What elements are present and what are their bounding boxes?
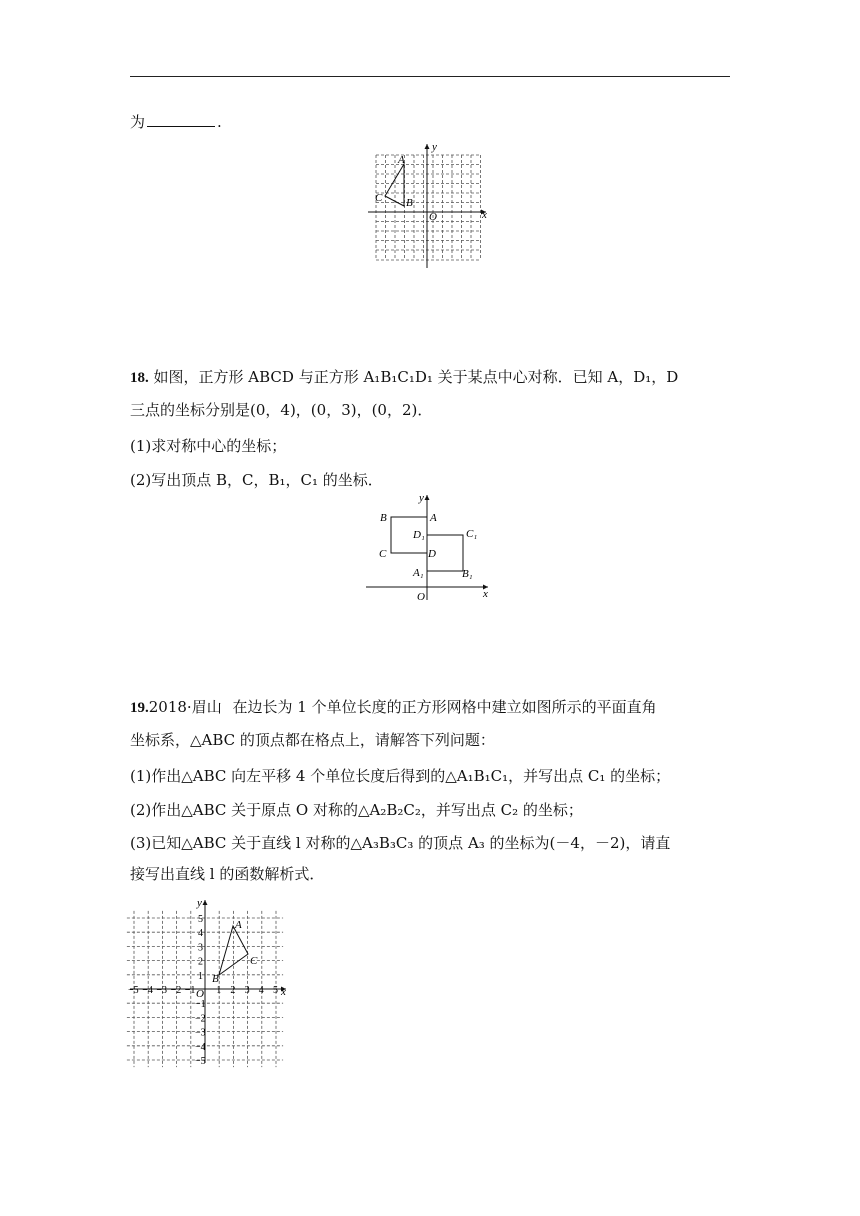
q19-label-y: y <box>197 897 202 909</box>
q19-line1 <box>130 697 657 718</box>
q19-label-a: A <box>235 919 242 931</box>
q17-label-c: C <box>375 192 383 204</box>
q19-x-tick-label: 3 <box>244 985 250 996</box>
q19-part-3: (3)已知△ABC 关于直线 l 对称的△A₃B₃C₃ 的顶点 A₃ 的坐标为(－4，－2)，请直 <box>130 834 671 852</box>
q19-part-2: (2)作出△ABC 关于原点 O 对称的△A₂B₂C₂，并写出点 C₂ 的坐标； <box>130 801 583 819</box>
q18-label-x: x <box>483 588 488 600</box>
q19-x-tick-label: 4 <box>258 985 264 996</box>
q19-y-tick-label: 3 <box>198 942 203 954</box>
q19-label-c: C <box>250 955 258 967</box>
q18-line1 <box>130 367 678 388</box>
q18-label-b1: B₁ <box>462 568 473 580</box>
q19-number: 19. <box>130 700 149 716</box>
q19-x-tick-label: −1 <box>184 985 196 996</box>
q19-y-tick-label: 2 <box>198 956 203 968</box>
q18-label-b: B <box>380 512 387 524</box>
q19-x-tick-label: −5 <box>128 985 139 996</box>
q19-label-o: O <box>196 988 204 1000</box>
q19-y-tick-label: 4 <box>198 928 203 940</box>
q18-label-o: O <box>417 591 425 603</box>
q18-number: 18. <box>130 370 149 386</box>
q19-part-1: (1)作出△ABC 向左平移 4 个单位长度后得到的△A₁B₁C₁，并写出点 C₁ 的坐标； <box>130 767 671 785</box>
q18-label-c: C <box>379 548 387 560</box>
q19-y-tick-label: −2 <box>195 1013 206 1025</box>
q19-x-tick-label: 1 <box>216 985 222 996</box>
q18-label-a: A <box>430 512 437 524</box>
header-rule <box>130 76 730 77</box>
q17-label-x: x <box>482 209 487 221</box>
q19-y-tick-label: −5 <box>195 1056 206 1067</box>
q19-y-tick-label: −4 <box>195 1041 206 1053</box>
q18-label-d1: D₁ <box>413 529 425 541</box>
q17-figure <box>368 140 498 270</box>
q17-answer-blank[interactable] <box>147 112 215 127</box>
q19-label-x: x <box>281 986 286 998</box>
q17-label-y: y <box>432 141 437 153</box>
q17-label-o: O <box>429 211 437 223</box>
q18-label-c1: C₁ <box>466 528 478 540</box>
q18-part-2: (2)写出顶点 B，C，B₁，C₁ 的坐标． <box>130 471 383 489</box>
q19-x-tick-label: 5 <box>273 985 278 996</box>
q18-label-a1: A₁ <box>413 567 424 579</box>
q17-suffix: . <box>217 113 222 131</box>
q19-y-tick-label: −1 <box>195 999 206 1011</box>
q19-y-tick-label: −3 <box>195 1027 206 1039</box>
q17-triangle-abc <box>385 164 404 206</box>
q19-text-1: 在边长为 1 个单位长度的正方形网格中建立如图所示的平面直角 <box>232 698 657 716</box>
q19-x-tick-label: −4 <box>142 985 153 996</box>
q17-label-b: B <box>406 197 413 209</box>
q19-label-b: B <box>212 973 219 985</box>
q18-text-1: 如图，正方形 ABCD 与正方形 A₁B₁C₁D₁ 关于某点中心对称．已知 A，D₁，D <box>153 368 679 386</box>
q19-y-tick-label: 5 <box>198 914 203 925</box>
q19-y-tick-label: 1 <box>198 970 203 982</box>
q17-answer-line <box>130 112 222 132</box>
q19-x-tick-label: −2 <box>170 985 182 996</box>
q17-label-a: A <box>398 154 405 166</box>
q19-x-tick-label: −3 <box>156 985 168 996</box>
q18-text-2: 三点的坐标分别是(0，4)，(0，3)，(0，2)． <box>130 401 433 419</box>
q19-figure <box>128 895 298 1065</box>
q18-figure <box>366 490 496 605</box>
q18-label-y: y <box>419 492 424 504</box>
q17-prefix: 为 <box>130 113 146 131</box>
q19-text-2: 坐标系，△ABC 的顶点都在格点上，请解答下列问题： <box>130 731 495 749</box>
q18-label-d: D <box>428 548 436 560</box>
q19-part-4: 接写出直线 l 的函数解析式． <box>130 865 325 883</box>
q18-part-1: (1)求对称中心的坐标； <box>130 437 287 455</box>
q19-source: 2018·眉山 <box>148 698 222 716</box>
q19-x-tick-label: 2 <box>230 985 236 996</box>
